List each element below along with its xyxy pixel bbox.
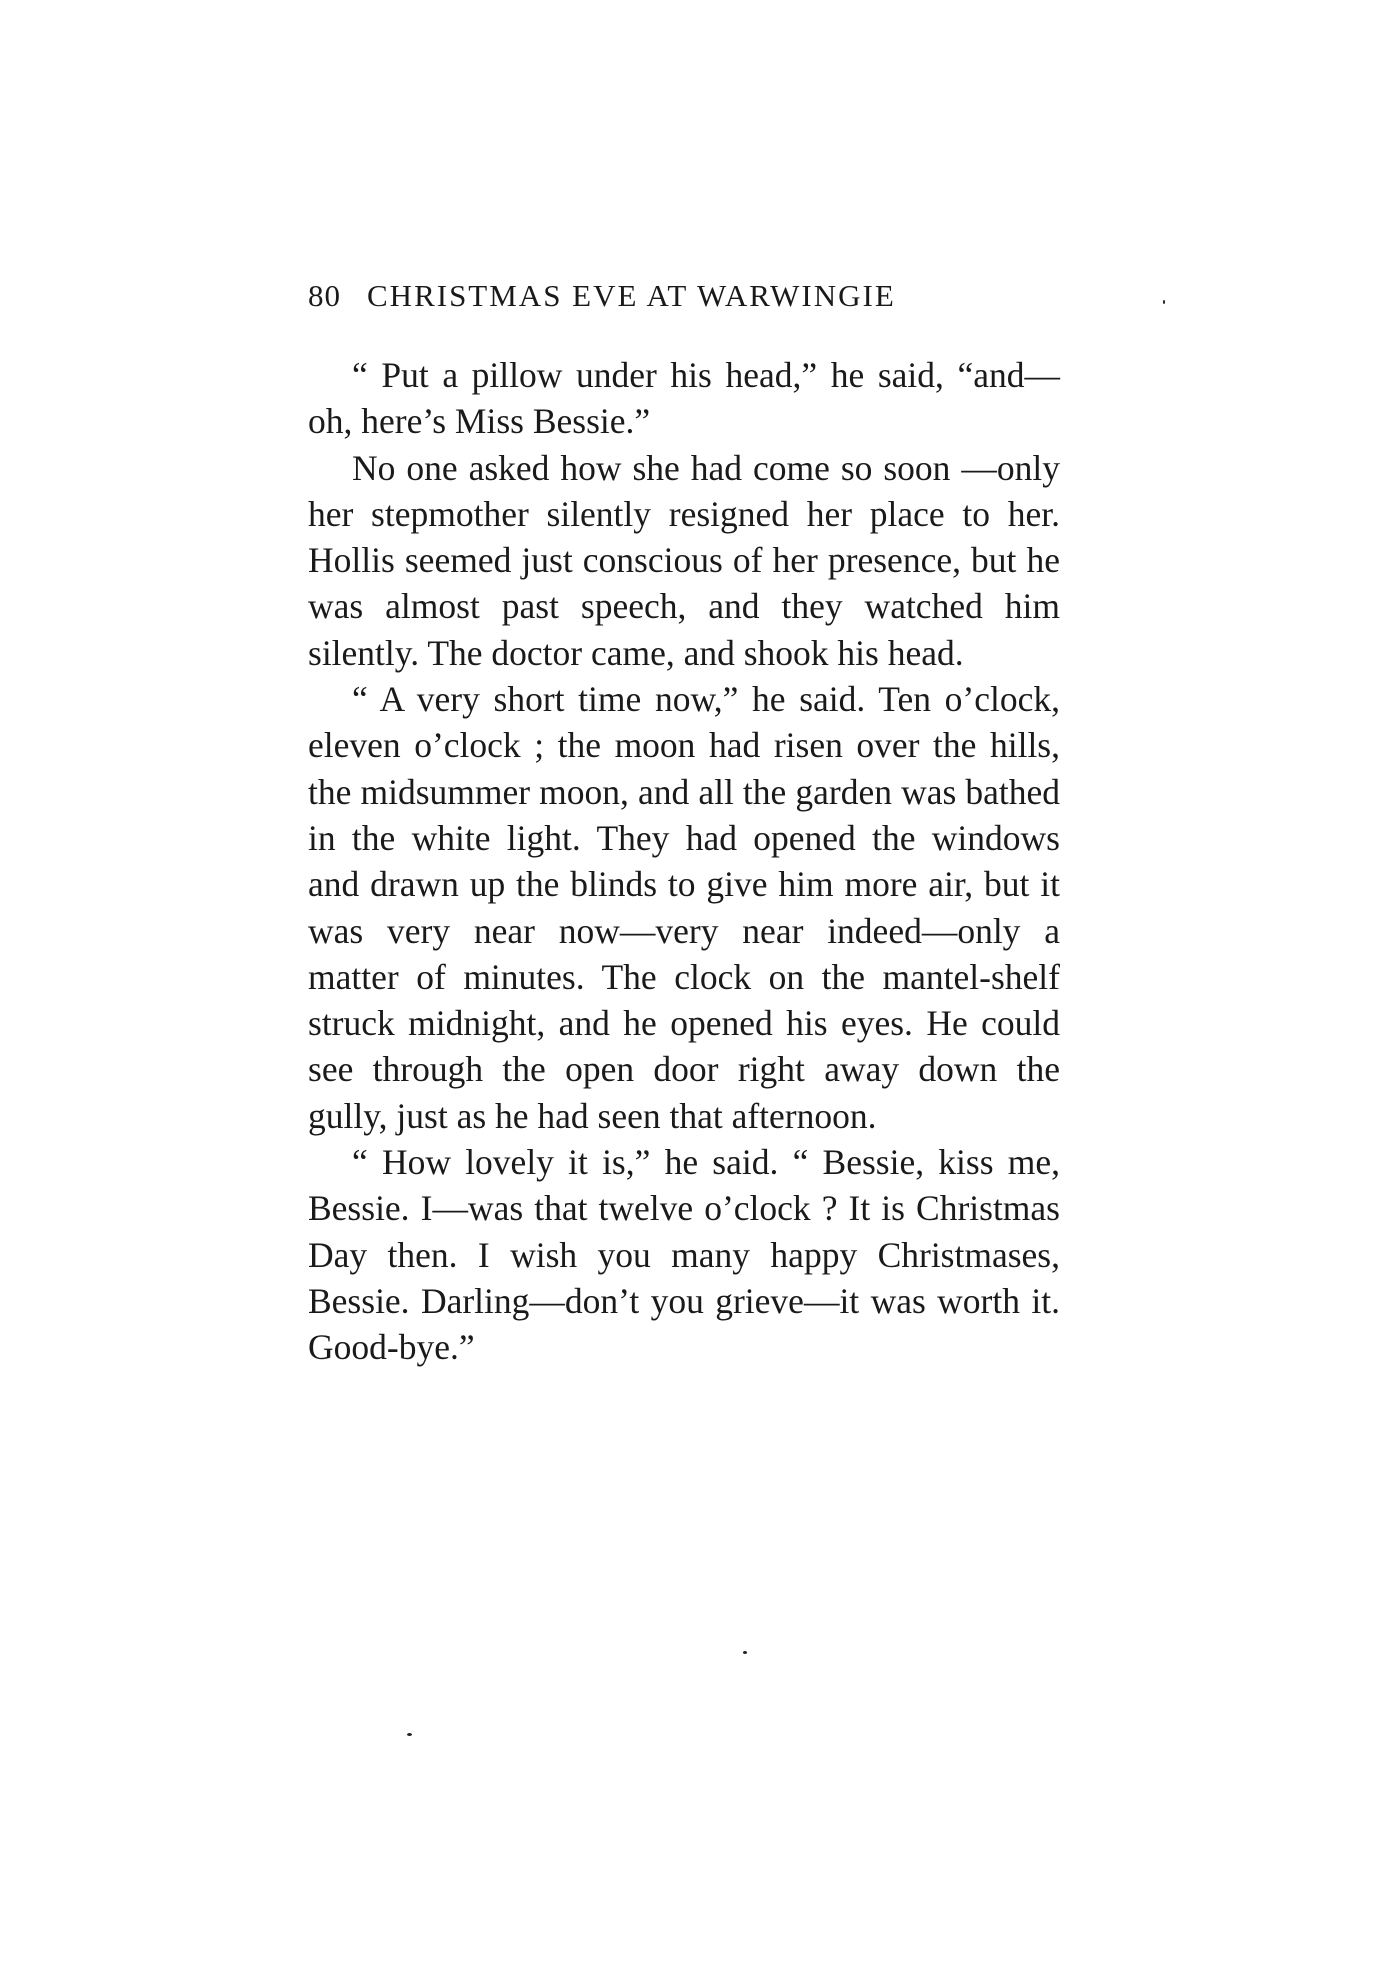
book-page	[308, 0, 1060, 1980]
scan-speck	[1163, 300, 1165, 304]
paragraph: “ Put a pillow under his head,” he said, “and—oh, here’s Miss Bessie.”	[308, 355, 1060, 442]
body-text	[308, 352, 1060, 1371]
running-head	[308, 276, 1060, 316]
scan-speck	[407, 1733, 412, 1736]
running-title: CHRISTMAS EVE AT WARWINGIE	[367, 278, 896, 313]
scan-speck	[743, 1651, 747, 1654]
paragraph: “ How lovely it is,” he said. “ Bessie, kiss me, Bessie. I—was that twelve o’clock ? It is Christmas Day then. I wish you many happy Christmases, Bessie. Darling—don’t you grieve—it was worth it. Good-bye.”	[308, 1142, 1060, 1368]
page-number: 80	[308, 278, 341, 313]
paragraph: No one asked how she had come so soon —only her stepmother silently resigned her place to her. Hollis seemed just conscious of her presence, but he was almost past speech, and they watched him silently. The doctor came, and shook his head.	[308, 447, 1060, 673]
paragraph: “ A very short time now,” he said. Ten o’clock, eleven o’clock ; the moon had risen over the hills, the midsummer moon, and all the garden was bathed in the white light. They had opened the windows and drawn up the blinds to give him more air, but it was very near now—very near indeed—only a matter of minutes. The clock on the mantel-shelf struck midnight, and he opened his eyes. He could see through the open door right away down the gully, just as he had seen that afternoon.	[308, 679, 1060, 1136]
